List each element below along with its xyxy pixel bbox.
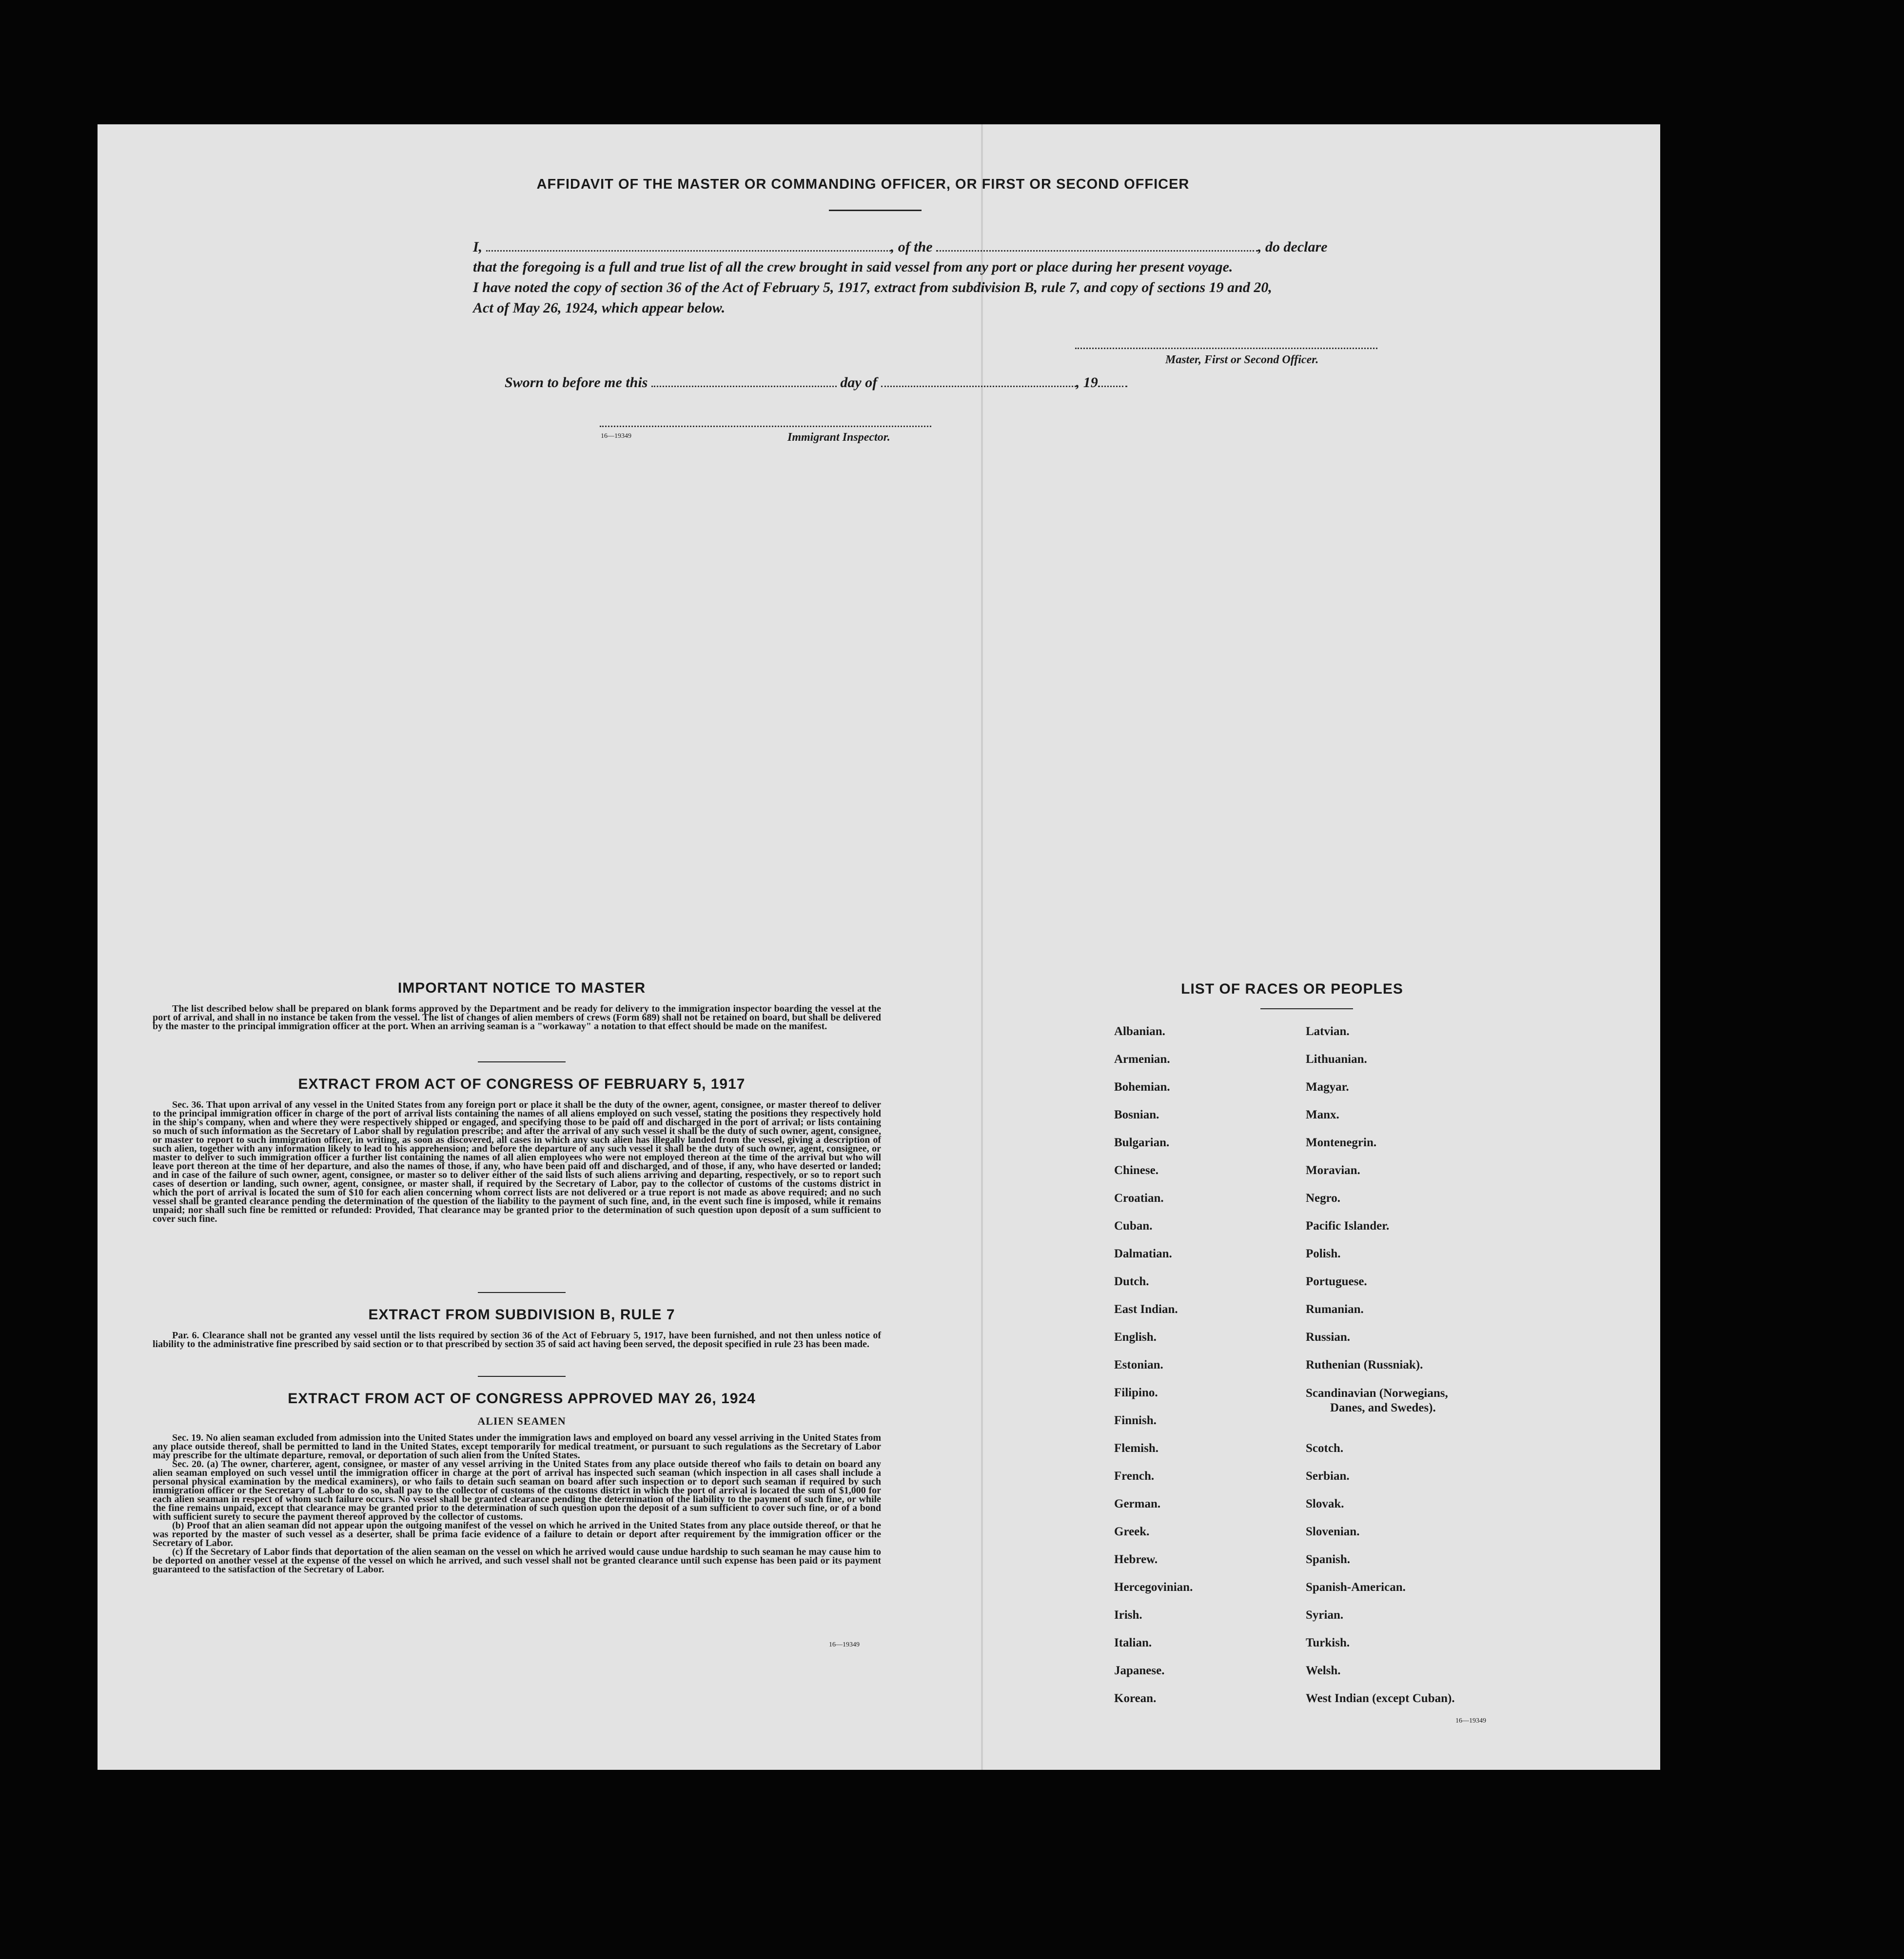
race-item: Slovenian. [1306, 1525, 1360, 1538]
master-signature-field[interactable] [1075, 347, 1377, 349]
inspector-label: Immigrant Inspector. [787, 431, 890, 444]
race-item: Moravian. [1306, 1164, 1360, 1177]
master-signature-label: Master, First or Second Officer. [1165, 353, 1319, 366]
race-item: Manx. [1306, 1108, 1339, 1121]
race-item: Bohemian. [1114, 1080, 1170, 1094]
punch-hole [1735, 1602, 1761, 1628]
race-item: English. [1114, 1331, 1157, 1344]
race-item: Magyar. [1306, 1080, 1349, 1094]
race-item: Turkish. [1306, 1636, 1350, 1649]
race-item: Japanese. [1114, 1664, 1165, 1677]
notice-text: The list described below shall be prepared on blank forms approved by the Department and be ready for delivery to the immigration inspector boarding the vessel at the port of arrival, and shall in no instance be taken from the vessel. The list of changes of alien members of crews (Form 689) shall not be retained on board, but shall be delivered by the master to the principal immigration officer at the port. When an arriving seaman is a "workaway" a notation to that effect should be made on the manifest. [153, 1003, 881, 1032]
races-title: LIST OF RACES OR PEOPLES [1181, 981, 1403, 997]
form-number: 16—19349 [601, 432, 631, 440]
extract-rule7-title: EXTRACT FROM SUBDIVISION B, RULE 7 [368, 1307, 675, 1323]
punch-hole [1732, 407, 1758, 433]
section-rule [478, 1292, 566, 1293]
sworn-month-field[interactable] [881, 385, 1076, 387]
punch-hole [1735, 1282, 1761, 1309]
race-item: Syrian. [1306, 1608, 1344, 1622]
race-item: West Indian (except Cuban). [1306, 1692, 1455, 1705]
race-item: Lithuanian. [1306, 1053, 1367, 1066]
race-item: Slovak. [1306, 1497, 1344, 1510]
punch-hole [1735, 1522, 1761, 1548]
race-item: Bosnian. [1114, 1108, 1159, 1121]
extract-1924-text: Sec. 19. No alien seaman excluded from admission into the United States under the immigration laws and employed on board any vessel arriving in the United States from any place outside thereof, shall be permitted to land in the United States, except temporarily for medical treatment, or pursuant to such regulations as the Secretary of Labor may prescribe for the ultimate departure, removal, or deportation of such alien from the United States. Sec. 20. (a) The owner, charterer, agent, consignee, or master of any vessel arriving in the United States from any place outside thereof who fails to detain on board any alien seaman employed on such vessel until the immigration officer in charge at the port of arrival has inspected such seaman (which inspection in all cases shall include a personal physical examination by the medical examiners), or who fails to detain such seaman on board after such inspection or to deport such seaman if required by such immigration officer or the Secretary of Labor to do so, shall pay to the collector of customs of the customs district in which the port of arrival is located the sum of $1,000 for each alien seaman in respect of whom such failure occurs. No vessel shall be granted clearance pending the determination of the liability to the payment of such fine, or while the fine remains unpaid, except that clearance may be granted prior to the determination of such question upon the deposit of a sum sufficient to cover such fine, or of a bond with sufficient surety to secure the payment thereof approved by the collector of customs. (b) Proof that an alien seaman did not appear upon the outgoing manifest of the vessel on which he arrived in the United States from any place outside thereof, or that he was reported by the master of such vessel as a deserter, shall be prima facie evidence of a failure to detain or deport after requirement by the immigration officer or the Secretary of Labor. (c) If the Secretary of Labor finds that deportation of the alien seaman on the vessel on which he arrived would cause undue hardship to such seaman he may cause him to be deported on another vessel at the expense of the vessel on which he arrived, and such vessel shall not be granted clearance until such expense has been paid or its payment guaranteed to the satisfaction of the Secretary of Labor. [153, 1432, 881, 1575]
race-item: Russian. [1306, 1331, 1351, 1344]
race-item-scandinavian: Scandinavian (Norwegians, Danes, and Swedes). [1306, 1387, 1448, 1414]
races-column-1 [1114, 1025, 1193, 1720]
extract-1917-text: Sec. 36. That upon arrival of any vessel in the United States from any foreign port or place it shall be the duty of the owner, agent, consignee, or master thereof to deliver to the principal immigration officer in charge of the port of arrival lists containing the names of all aliens employed on such vessel, stating the positions they respectively hold in the ship's company, when and where they were respectively shipped or engaged, and specifying those to be paid off and discharged in the port of arrival; or lists containing so much of such information as the Secretary of Labor shall by regulation prescribe; and after the arrival of any such vessel it shall be the duty of such owner, agent, consignee, or master to report to such immigration officer, in writing, as soon as discovered, all cases in which any such alien has illegally landed from the vessel, giving a description of such alien, together with any information likely to lead to his apprehension; and before the departure of any such vessel it shall be the duty of such owner, agent, consignee, or master to deliver to such immigration officer a further list containing the names of all alien employees who were not employed thereon at the time of the arrival but who will leave port thereon at the time of her departure, and also the names of those, if any, who have been paid off and discharged, and of those, if any, who have deserted or landed; and in case of the failure of such owner, agent, consignee, or master so to deliver either of the said lists of such aliens arriving and departing, respectively, or so to report such cases of desertion or landing, such owner, agent, consignee, or master shall, if required by the Secretary of Labor, pay to the collector of customs of the customs district in which the port of arrival is located the sum of $10 for each alien concerning whom correct lists are not delivered or a true report is not made as above required; and no such vessel shall be granted clearance pending the determination of the question of the liability to the payment of such fine, and, in the event such fine is imposed, while it remains unpaid; nor shall such fine be remitted or refunded: Provided, That clearance may be granted prior to the determination of such question upon deposit of a sum sufficient to cover such fine. [153, 1099, 881, 1224]
master-name-field[interactable] [486, 250, 891, 252]
sworn-year-field[interactable] [1098, 385, 1127, 387]
affidavit-text-line-2: that the foregoing is a full and true list of all the crew brought in said vessel from any port or place during her present voyage. [473, 259, 1233, 275]
affidavit-text-line-4: Act of May 26, 1924, which appear below. [473, 300, 726, 316]
race-item: Rumanian. [1306, 1303, 1364, 1316]
form-number: 16—19349 [1455, 1717, 1486, 1724]
race-item: Latvian. [1306, 1025, 1350, 1038]
race-item: Korean. [1114, 1692, 1157, 1705]
race-item: Cuban. [1114, 1219, 1153, 1233]
vessel-name-field[interactable] [936, 250, 1258, 252]
punch-hole [1731, 328, 1757, 354]
form-number: 16—19349 [829, 1641, 860, 1648]
race-item: French. [1114, 1469, 1155, 1483]
punch-hole [1724, 166, 1750, 192]
punch-hole [1732, 647, 1758, 673]
race-item: Ruthenian (Russniak). [1306, 1358, 1423, 1371]
race-item: Irish. [1114, 1608, 1142, 1622]
fold-line [981, 124, 983, 1770]
affidavit-declaration-line: I, , of the , do declare [473, 239, 1328, 255]
race-item: Hebrew. [1114, 1553, 1158, 1566]
race-item: Bulgarian. [1114, 1136, 1170, 1149]
affidavit-text-line-3: I have noted the copy of section 36 of the Act of February 5, 1917, extract from subdivision B, rule 7, and copy of sections 19 and 20, [473, 279, 1272, 295]
race-item: Armenian. [1114, 1053, 1170, 1066]
race-item: Italian. [1114, 1636, 1152, 1649]
race-item: East Indian. [1114, 1303, 1178, 1316]
race-item: Portuguese. [1306, 1275, 1367, 1288]
race-item: Hercegovinian. [1114, 1581, 1193, 1594]
races-title-rule [1260, 1008, 1353, 1009]
race-item: Croatian. [1114, 1192, 1164, 1205]
race-item: Montenegrin. [1306, 1136, 1377, 1149]
race-item: Scotch. [1306, 1442, 1344, 1455]
race-item: Spanish. [1306, 1553, 1351, 1566]
race-item: Albanian. [1114, 1025, 1165, 1038]
section-rule [478, 1376, 566, 1377]
race-item: Estonian. [1114, 1358, 1163, 1371]
race-item: Dalmatian. [1114, 1247, 1172, 1260]
race-item: Negro. [1306, 1192, 1341, 1205]
extract-1924-title: EXTRACT FROM ACT OF CONGRESS APPROVED MAY 26, 1924 [288, 1391, 756, 1407]
race-item: Polish. [1306, 1247, 1341, 1260]
race-item: Pacific Islander. [1306, 1219, 1390, 1233]
section-rule [478, 1061, 566, 1062]
race-item: Greek. [1114, 1525, 1150, 1538]
race-item: Flemish. [1114, 1442, 1158, 1455]
races-column-2 [1306, 1025, 1455, 1720]
race-item: Filipino. [1114, 1386, 1158, 1399]
alien-seamen-subtitle: ALIEN SEAMEN [477, 1415, 566, 1427]
punch-hole [1726, 217, 1752, 243]
race-item: Finnish. [1114, 1414, 1157, 1427]
sworn-day-field[interactable] [651, 385, 837, 387]
extract-1917-title: EXTRACT FROM ACT OF CONGRESS OF FEBRUARY 5, 1917 [298, 1076, 746, 1092]
affidavit-title: AFFIDAVIT OF THE MASTER OR COMMANDING OFFICER, OR FIRST OR SECOND OFFICER [536, 176, 1190, 192]
race-item: Serbian. [1306, 1469, 1350, 1483]
sworn-line: Sworn to before me this day of , 19 [505, 373, 1236, 392]
race-item: Spanish-American. [1306, 1581, 1406, 1594]
extract-rule7-text: Par. 6. Clearance shall not be granted any vessel until the lists required by section 36 of the Act of February 5, 1917, have been furnished, and not then unless notice of liability to the administrative fine prescribed by said section or to that prescribed by section 35 of said act having been served, the deposit specified in rule 23 has been made. [153, 1330, 881, 1350]
punch-hole [1732, 727, 1758, 753]
race-item: Chinese. [1114, 1164, 1158, 1177]
inspector-signature-field[interactable] [600, 425, 931, 427]
notice-title: IMPORTANT NOTICE TO MASTER [397, 980, 646, 996]
affidavit-title-rule [829, 210, 922, 211]
race-item: Dutch. [1114, 1275, 1149, 1288]
race-item: German. [1114, 1497, 1161, 1510]
punch-hole [1735, 1202, 1761, 1228]
race-item: Welsh. [1306, 1664, 1341, 1677]
